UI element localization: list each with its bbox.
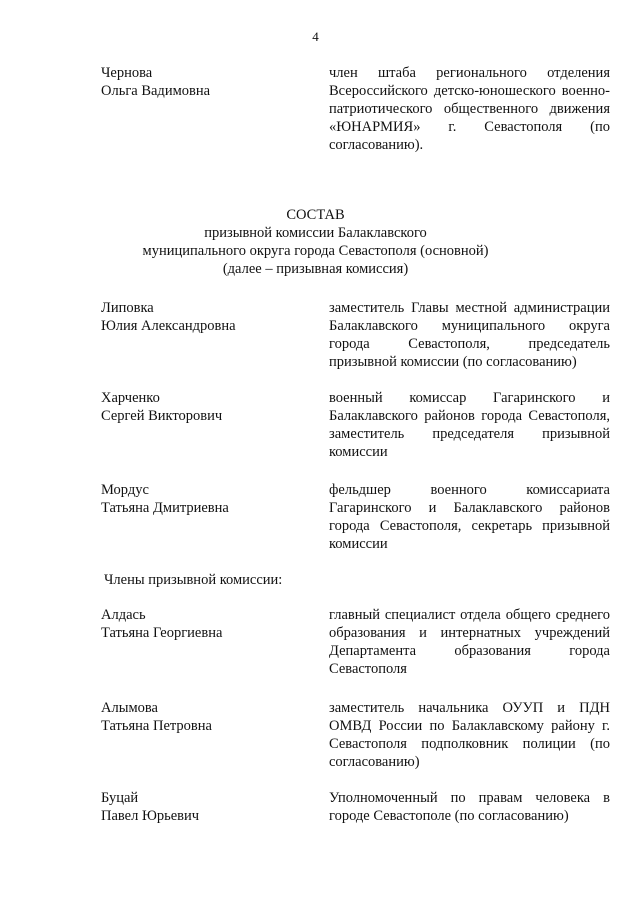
given-names: Татьяна Георгиевна [101,625,223,641]
surname: Чернова [101,65,153,81]
person-role: главный специалист отдела общего среднего образования и интернатных учреждений Департамента образования города Севастополя [329,607,610,677]
person-role: заместитель начальника ОУУП и ПДН ОМВД России по Балаклавскому району г. Севастополя подполковник полиции (по согласованию) [329,700,610,770]
heading-title: СОСТАВ [286,207,345,223]
members-label: Члены призывной комиссии: [104,572,283,588]
person-name [101,64,311,100]
surname: Мордус [101,482,149,498]
person-name [101,699,311,735]
surname: Алдась [101,607,146,623]
person-name [101,299,311,335]
person-role: член штаба регионального отделения Всероссийского детско-юношеского военно-патриотического общественного движения «ЮНАРМИЯ» г. Севастополя (по согласованию). [329,65,610,153]
heading-line: (далее – призывная комиссия) [222,261,409,277]
given-names: Татьяна Петровна [101,718,212,734]
given-names: Сергей Викторович [101,408,223,424]
page-number: 4 [312,29,319,44]
person-role: фельдшер военного комиссариата Гагаринского и Балаклавского районов города Севастополя, секретарь призывной комиссии [329,482,610,552]
given-names: Юлия Александровна [101,318,236,334]
heading-line: муниципального округа города Севастополя (основной) [142,243,489,259]
surname: Алымова [101,700,158,716]
heading-line: призывной комиссии Балаклавского [204,225,427,241]
person-name [101,481,311,517]
person-name [101,606,311,642]
person-name [101,789,311,825]
surname: Липовка [101,300,154,316]
given-names: Павел Юрьевич [101,808,200,824]
person-role: военный комиссар Гагаринского и Балаклавского районов города Севастополя, заместитель председателя призывной комиссии [329,390,610,460]
given-names: Ольга Вадимовна [101,83,211,99]
person-role: Уполномоченный по правам человека в городе Севастополе (по согласованию) [329,790,610,824]
section-heading [0,206,631,278]
person-name [101,389,311,425]
given-names: Татьяна Дмитриевна [101,500,229,516]
person-role: заместитель Главы местной администрации Балаклавского муниципального округа города Севастополя, председатель призывной комиссии (по согласованию) [329,300,610,370]
surname: Харченко [101,390,160,406]
surname: Буцай [101,790,139,806]
